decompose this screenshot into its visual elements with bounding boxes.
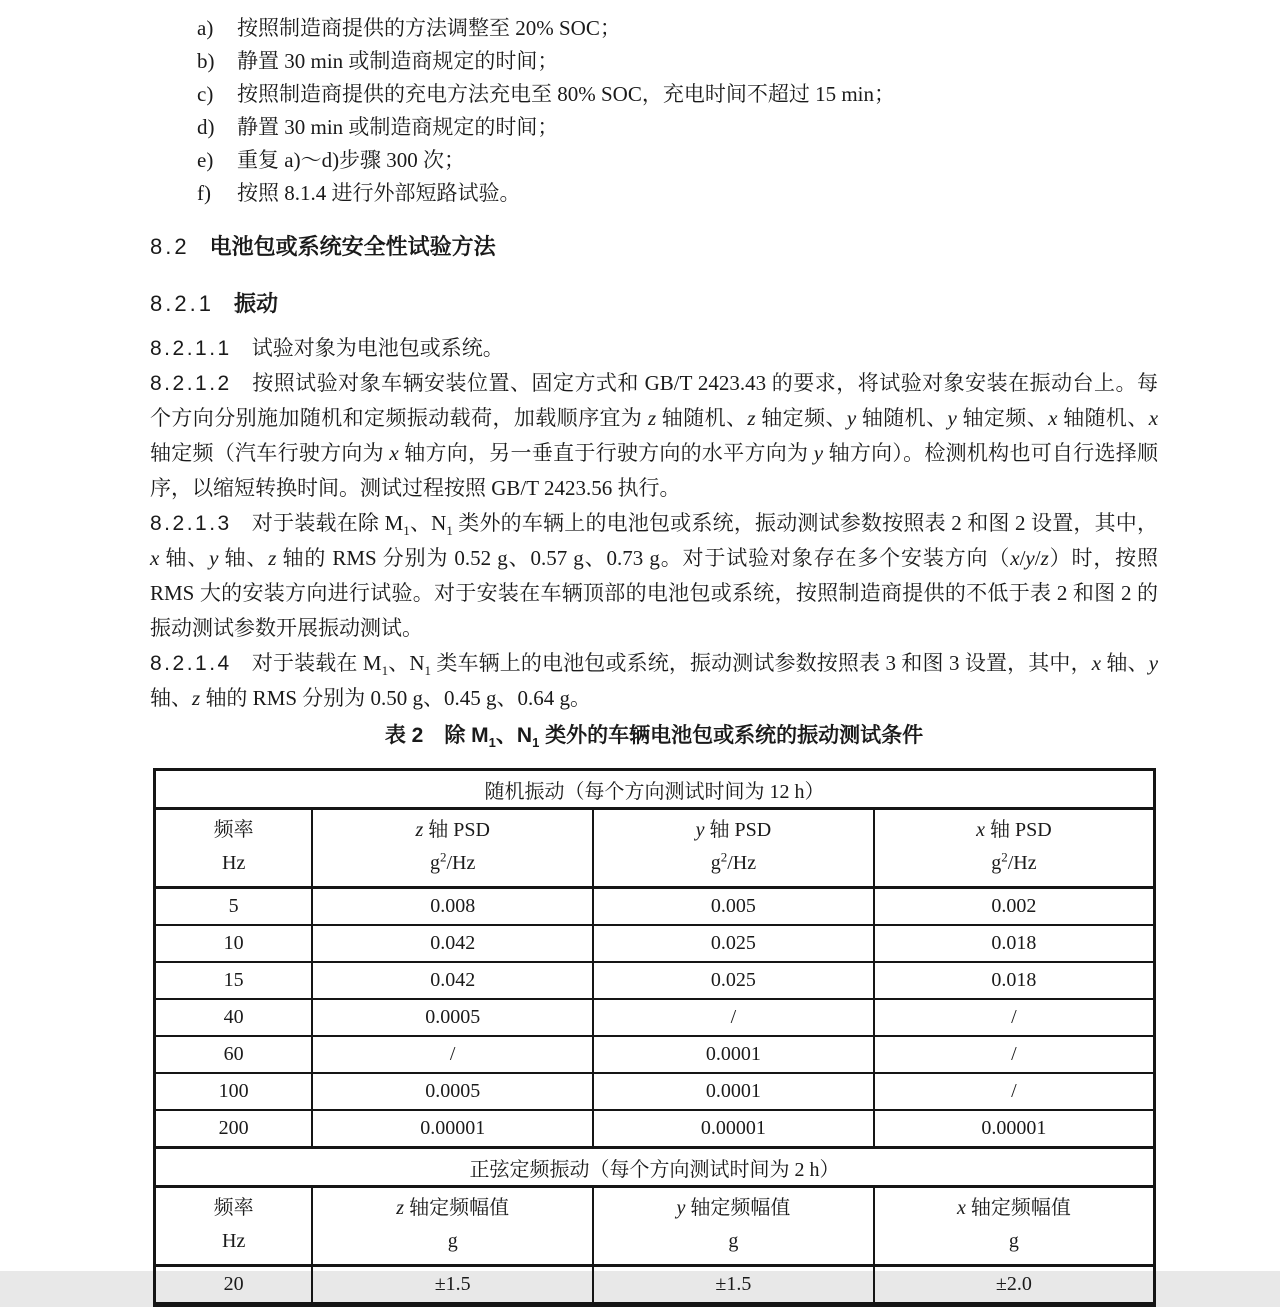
table-cell: 0.0005 xyxy=(312,999,593,1036)
table-cell: ±2.0 xyxy=(874,1266,1155,1305)
list-item-marker: b) xyxy=(197,49,215,73)
table-cell: 0.00001 xyxy=(312,1110,593,1148)
list-item-marker: c) xyxy=(197,82,214,106)
table-cell: 0.042 xyxy=(312,925,593,962)
table-section-title: 正弦定频振动（每个方向测试时间为 2 h） xyxy=(155,1148,1155,1187)
table-cell: 0.0001 xyxy=(593,1073,874,1110)
clause-8-2-1-1 xyxy=(150,331,1158,366)
section-number: 8.2 xyxy=(150,234,190,259)
list-item xyxy=(150,144,1158,177)
table-cell: 0.00001 xyxy=(593,1110,874,1148)
list-item xyxy=(150,111,1158,144)
section-title: 电池包或系统安全性试验方法 xyxy=(209,234,496,259)
table-row xyxy=(155,962,1155,999)
table-section-title: 随机振动（每个方向测试时间为 12 h） xyxy=(155,770,1155,809)
table-cell: / xyxy=(874,1073,1155,1110)
table-cell: 15 xyxy=(155,962,313,999)
table-cell: 0.002 xyxy=(874,888,1155,926)
clause-text: 试验对象为电池包或系统。 xyxy=(251,336,504,360)
clause-number: 8.2.1.1 xyxy=(150,337,232,360)
column-header-cell: x 轴定频幅值 g xyxy=(874,1187,1155,1266)
list-item-text: 按照制造商提供的充电方法充电至 80% SOC，充电时间不超过 15 min； xyxy=(237,82,896,106)
table-cell: 20 xyxy=(155,1266,313,1305)
section-number: 8.2.1 xyxy=(150,291,214,316)
vibration-test-table xyxy=(153,768,1156,1307)
table-cell: / xyxy=(593,999,874,1036)
table-caption: 表 2 除 $M_1$、$N_1$ 类外的车辆电池包或系统的振动测试条件 xyxy=(384,724,924,751)
list-item-marker: d) xyxy=(197,115,215,139)
list-item xyxy=(150,177,1158,210)
table-cell: 0.018 xyxy=(874,962,1155,999)
clause-text: 对于装载在 $M_1$、$N_1$ 类车辆上的电池包或系统，振动测试参数按照表 3 和图 3 设置，其中，x 轴、y 轴、z 轴的 RMS 分别为 0.50 g、0.45 g、0.64 g。 xyxy=(150,651,1159,710)
table-cell: 0.005 xyxy=(593,888,874,926)
table-row xyxy=(155,1073,1155,1110)
list-item-marker: e) xyxy=(197,148,214,172)
column-header-cell: y 轴定频幅值 g xyxy=(593,1187,874,1266)
table-cell: 0.018 xyxy=(874,925,1155,962)
section-heading-8-2-1 xyxy=(150,289,1158,319)
clause-8-2-1-3 xyxy=(150,506,1158,646)
table-cell: 0.008 xyxy=(312,888,593,926)
table-cell: 0.042 xyxy=(312,962,593,999)
table-cell: / xyxy=(874,1036,1155,1073)
clause-8-2-1-4 xyxy=(150,646,1158,716)
table-cell: 60 xyxy=(155,1036,313,1073)
vibration-table-body xyxy=(155,770,1155,1305)
column-header-cell: 频率 Hz xyxy=(155,1187,313,1266)
table-cell: 10 xyxy=(155,925,313,962)
table-cell: 40 xyxy=(155,999,313,1036)
table-row xyxy=(155,1110,1155,1148)
list-item-text: 按照制造商提供的方法调整至 20% SOC； xyxy=(237,16,621,40)
list-item-marker: a) xyxy=(197,16,214,40)
table-cell: ±1.5 xyxy=(593,1266,874,1305)
list-item xyxy=(150,78,1158,111)
table-cell: 5 xyxy=(155,888,313,926)
clause-text: 按照试验对象车辆安装位置、固定方式和 GB/T 2423.43 的要求，将试验对象安装在振动台上。每个方向分别施加随机和定频振动载荷，加载顺序宜为 z 轴随机、z 轴定频、y 轴随机、y 轴定频、x 轴随机、x 轴定频（汽车行驶方向为 x 轴方向，另一垂直于行驶方向的水平方向为 y 轴方向）。检测机构也可自行选择顺序，以缩短转换时间。测试过程按照 GB/T 2423.56 执行。 xyxy=(150,371,1159,500)
clause-block xyxy=(150,331,1158,716)
procedure-list xyxy=(150,12,1158,210)
table-cell: 200 xyxy=(155,1110,313,1148)
list-item-text: 按照 8.1.4 进行外部短路试验。 xyxy=(237,181,521,205)
list-item-text: 静置 30 min 或制造商规定的时间； xyxy=(237,49,559,73)
table-cell: 0.00001 xyxy=(874,1110,1155,1148)
table-cell: / xyxy=(312,1036,593,1073)
clause-8-2-1-2 xyxy=(150,366,1158,506)
table-row xyxy=(155,1266,1155,1305)
column-header-cell: z 轴 PSD $g^2/Hz$ xyxy=(312,809,593,888)
column-header-cell: x 轴 PSD $g^2/Hz$ xyxy=(874,809,1155,888)
column-header-cell: y 轴 PSD $g^2/Hz$ xyxy=(593,809,874,888)
table-cell: 0.025 xyxy=(593,962,874,999)
table-cell: / xyxy=(874,999,1155,1036)
list-item-marker: f) xyxy=(197,181,211,205)
table-cell: 100 xyxy=(155,1073,313,1110)
table-cell: 0.025 xyxy=(593,925,874,962)
section-title: 振动 xyxy=(233,291,278,316)
column-header-cell: 频率 Hz xyxy=(155,809,313,888)
section-heading-8-2 xyxy=(150,232,1158,262)
table-cell: 0.0001 xyxy=(593,1036,874,1073)
list-item-text: 静置 30 min 或制造商规定的时间； xyxy=(237,115,559,139)
table-row xyxy=(155,999,1155,1036)
list-item xyxy=(150,12,1158,45)
table-row xyxy=(155,1036,1155,1073)
clause-number: 8.2.1.3 xyxy=(150,512,232,535)
list-item-text: 重复 a)～d)步骤 300 次； xyxy=(237,148,466,172)
list-item xyxy=(150,45,1158,78)
table-row xyxy=(155,888,1155,926)
table-cell: ±1.5 xyxy=(312,1266,593,1305)
table-cell: 0.0005 xyxy=(312,1073,593,1110)
column-header-cell: z 轴定频幅值 g xyxy=(312,1187,593,1266)
clause-text: 对于装载在除 $M_1$、$N_1$ 类外的车辆上的电池包或系统，振动测试参数按照表 2 和图 2 设置，其中，x 轴、y 轴、z 轴的 RMS 分别为 0.52 g、0.57 g、0.73 g。对于试验对象存在多个安装方向（x/y/z）时，按照 RMS 大的安装方向进行试验。对于安装在车辆顶部的电池包或系统，按照制造商提供的不低于表 2 和图 2 的振动测试参数开展振动测试。 xyxy=(150,511,1159,640)
clause-number: 8.2.1.4 xyxy=(150,652,232,675)
table-row xyxy=(155,925,1155,962)
clause-number: 8.2.1.2 xyxy=(150,372,232,395)
